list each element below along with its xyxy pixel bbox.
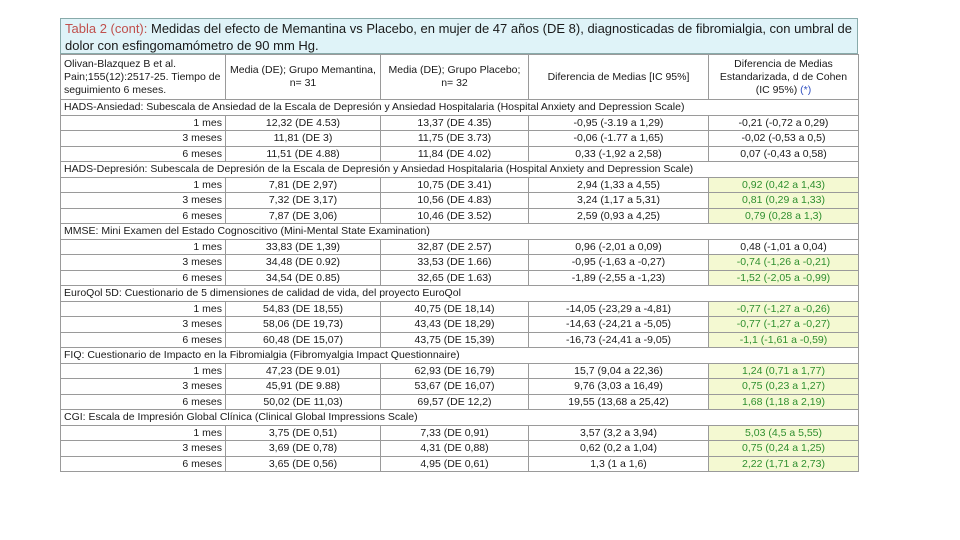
time-cell: 6 meses <box>61 456 226 472</box>
placebo-cell: 69,57 (DE 12,2) <box>381 394 529 410</box>
cohen-cell: -1,52 (-2,05 a -0,99) <box>709 270 859 286</box>
placebo-cell: 11,84 (DE 4.02) <box>381 146 529 162</box>
header-diff: Diferencia de Medias [IC 95%] <box>529 55 709 100</box>
header-placebo: Media (DE); Grupo Placebo; n= 32 <box>381 55 529 100</box>
cohen-cell: -0,77 (-1,27 a -0,27) <box>709 317 859 333</box>
cohen-cell: 0,07 (-0,43 a 0,58) <box>709 146 859 162</box>
memantina-cell: 3,75 (DE 0,51) <box>226 425 381 441</box>
results-table <box>60 54 859 472</box>
table-row <box>61 394 859 410</box>
cohen-cell: -0,21 (-0,72 a 0,29) <box>709 115 859 131</box>
time-cell: 3 meses <box>61 193 226 209</box>
table-title-prefix: Tabla 2 (cont): <box>65 21 148 36</box>
diff-cell: 2,59 (0,93 a 4,25) <box>529 208 709 224</box>
memantina-cell: 45,91 (DE 9.88) <box>226 379 381 395</box>
memantina-cell: 47,23 (DE 9.01) <box>226 363 381 379</box>
placebo-cell: 10,56 (DE 4.83) <box>381 193 529 209</box>
time-cell: 6 meses <box>61 208 226 224</box>
section-row <box>61 348 859 364</box>
time-cell: 1 mes <box>61 115 226 131</box>
time-cell: 6 meses <box>61 146 226 162</box>
time-cell: 1 mes <box>61 239 226 255</box>
diff-cell: 0,33 (-1,92 a 2,58) <box>529 146 709 162</box>
table-row <box>61 425 859 441</box>
section-label: EuroQol 5D: Cuestionario de 5 dimensiones de calidad de vida, del proyecto EuroQol <box>61 286 859 302</box>
cohen-cell: -1,1 (-1,61 a -0,59) <box>709 332 859 348</box>
header-memantina: Media (DE); Grupo Memantina, n= 31 <box>226 55 381 100</box>
memantina-cell: 60,48 (DE 15,07) <box>226 332 381 348</box>
time-cell: 3 meses <box>61 317 226 333</box>
memantina-cell: 34,54 (DE 0.85) <box>226 270 381 286</box>
table-row <box>61 317 859 333</box>
placebo-cell: 62,93 (DE 16,79) <box>381 363 529 379</box>
table-row <box>61 255 859 271</box>
header-star: (*) <box>800 83 812 96</box>
header-cohen-text: Diferencia de Medias Estandarizada, d de Cohen (IC 95%) <box>719 57 848 96</box>
memantina-cell: 11,81 (DE 3) <box>226 131 381 147</box>
placebo-cell: 10,46 (DE 3.52) <box>381 208 529 224</box>
diff-cell: 0,62 (0,2 a 1,04) <box>529 441 709 457</box>
placebo-cell: 43,43 (DE 18,29) <box>381 317 529 333</box>
table-row <box>61 208 859 224</box>
section-label: HADS-Ansiedad: Subescala de Ansiedad de la Escala de Depresión y Ansiedad Hospitalaria (Hospital Anxiety and Depression Scale) <box>61 100 859 116</box>
memantina-cell: 7,81 (DE 2,97) <box>226 177 381 193</box>
time-cell: 1 mes <box>61 425 226 441</box>
table-row <box>61 379 859 395</box>
time-cell: 6 meses <box>61 394 226 410</box>
placebo-cell: 11,75 (DE 3.73) <box>381 131 529 147</box>
section-label: CGI: Escala de Impresión Global Clínica (Clinical Global Impressions Scale) <box>61 410 859 426</box>
section-row <box>61 100 859 116</box>
memantina-cell: 7,87 (DE 3,06) <box>226 208 381 224</box>
table-row <box>61 239 859 255</box>
diff-cell: -14,63 (-24,21 a -5,05) <box>529 317 709 333</box>
placebo-cell: 32,65 (DE 1.63) <box>381 270 529 286</box>
placebo-cell: 33,53 (DE 1.66) <box>381 255 529 271</box>
cohen-cell: -0,74 (-1,26 a -0,21) <box>709 255 859 271</box>
section-row <box>61 224 859 240</box>
memantina-cell: 12,32 (DE 4.53) <box>226 115 381 131</box>
placebo-cell: 4,95 (DE 0,61) <box>381 456 529 472</box>
placebo-cell: 4,31 (DE 0,88) <box>381 441 529 457</box>
cohen-cell: 0,75 (0,23 a 1,27) <box>709 379 859 395</box>
time-cell: 1 mes <box>61 363 226 379</box>
section-label: MMSE: Mini Examen del Estado Cognoscitivo (Mini-Mental State Examination) <box>61 224 859 240</box>
cohen-cell: -0,77 (-1,27 a -0,26) <box>709 301 859 317</box>
section-row <box>61 410 859 426</box>
diff-cell: -0,95 (-1,63 a -0,27) <box>529 255 709 271</box>
time-cell: 3 meses <box>61 441 226 457</box>
memantina-cell: 3,65 (DE 0,56) <box>226 456 381 472</box>
table-row <box>61 332 859 348</box>
memantina-cell: 11,51 (DE 4.88) <box>226 146 381 162</box>
table-row <box>61 363 859 379</box>
placebo-cell: 40,75 (DE 18,14) <box>381 301 529 317</box>
placebo-cell: 53,67 (DE 16,07) <box>381 379 529 395</box>
diff-cell: 3,57 (3,2 a 3,94) <box>529 425 709 441</box>
memantina-cell: 54,83 (DE 18,55) <box>226 301 381 317</box>
cohen-cell: -0,02 (-0,53 a 0,5) <box>709 131 859 147</box>
table-row <box>61 193 859 209</box>
table-row <box>61 270 859 286</box>
time-cell: 1 mes <box>61 177 226 193</box>
header-row <box>61 55 859 100</box>
results-table-sheet <box>60 18 858 472</box>
cohen-cell: 2,22 (1,71 a 2,73) <box>709 456 859 472</box>
diff-cell: 0,96 (-2,01 a 0,09) <box>529 239 709 255</box>
section-row <box>61 162 859 178</box>
table-row <box>61 301 859 317</box>
diff-cell: 1,3 (1 a 1,6) <box>529 456 709 472</box>
header-cohen <box>709 55 859 100</box>
table-row <box>61 441 859 457</box>
cohen-cell: 5,03 (4,5 a 5,55) <box>709 425 859 441</box>
table-row <box>61 456 859 472</box>
memantina-cell: 50,02 (DE 11,03) <box>226 394 381 410</box>
diff-cell: -14,05 (-23,29 a -4,81) <box>529 301 709 317</box>
diff-cell: -0,06 (-1.77 a 1,65) <box>529 131 709 147</box>
table-title <box>60 18 858 54</box>
memantina-cell: 3,69 (DE 0,78) <box>226 441 381 457</box>
time-cell: 3 meses <box>61 379 226 395</box>
placebo-cell: 10,75 (DE 3.41) <box>381 177 529 193</box>
diff-cell: 15,7 (9,04 a 22,36) <box>529 363 709 379</box>
diff-cell: 3,24 (1,17 a 5,31) <box>529 193 709 209</box>
memantina-cell: 7,32 (DE 3,17) <box>226 193 381 209</box>
cohen-cell: 0,81 (0,29 a 1,33) <box>709 193 859 209</box>
cohen-cell: 0,75 (0,24 a 1,25) <box>709 441 859 457</box>
header-study: Olivan-Blazquez B et al. Pain;155(12):2517-25. Tiempo de seguimiento 6 meses. <box>61 55 226 100</box>
table-row <box>61 115 859 131</box>
memantina-cell: 33,83 (DE 1,39) <box>226 239 381 255</box>
placebo-cell: 43,75 (DE 15,39) <box>381 332 529 348</box>
time-cell: 1 mes <box>61 301 226 317</box>
diff-cell: -0,95 (-3.19 a 1,29) <box>529 115 709 131</box>
cohen-cell: 0,79 (0,28 a 1,3) <box>709 208 859 224</box>
diff-cell: -16,73 (-24,41 a -9,05) <box>529 332 709 348</box>
placebo-cell: 32,87 (DE 2.57) <box>381 239 529 255</box>
section-label: FIQ: Cuestionario de Impacto en la Fibromialgia (Fibromyalgia Impact Questionnaire) <box>61 348 859 364</box>
placebo-cell: 13,37 (DE 4.35) <box>381 115 529 131</box>
cohen-cell: 1,24 (0,71 a 1,77) <box>709 363 859 379</box>
memantina-cell: 58,06 (DE 19,73) <box>226 317 381 333</box>
cohen-cell: 1,68 (1,18 a 2,19) <box>709 394 859 410</box>
section-label: HADS-Depresión: Subescala de Depresión de la Escala de Depresión y Ansiedad Hospitalaria (Hospital Anxiety and Depression Scale) <box>61 162 859 178</box>
time-cell: 3 meses <box>61 255 226 271</box>
time-cell: 3 meses <box>61 131 226 147</box>
diff-cell: 9,76 (3,03 a 16,49) <box>529 379 709 395</box>
memantina-cell: 34,48 (DE 0.92) <box>226 255 381 271</box>
table-title-text: Medidas del efecto de Memantina vs Placebo, en mujer de 47 años (DE 8), diagnosticadas de fibromialgia, con umbral de dolor con esfingomamómetro de 90 mm Hg. <box>65 21 852 53</box>
cohen-cell: 0,92 (0,42 a 1,43) <box>709 177 859 193</box>
time-cell: 6 meses <box>61 332 226 348</box>
diff-cell: 19,55 (13,68 a 25,42) <box>529 394 709 410</box>
section-row <box>61 286 859 302</box>
table-row <box>61 146 859 162</box>
time-cell: 6 meses <box>61 270 226 286</box>
diff-cell: 2,94 (1,33 a 4,55) <box>529 177 709 193</box>
table-row <box>61 131 859 147</box>
table-row <box>61 177 859 193</box>
placebo-cell: 7,33 (DE 0,91) <box>381 425 529 441</box>
diff-cell: -1,89 (-2,55 a -1,23) <box>529 270 709 286</box>
cohen-cell: 0,48 (-1,01 a 0,04) <box>709 239 859 255</box>
